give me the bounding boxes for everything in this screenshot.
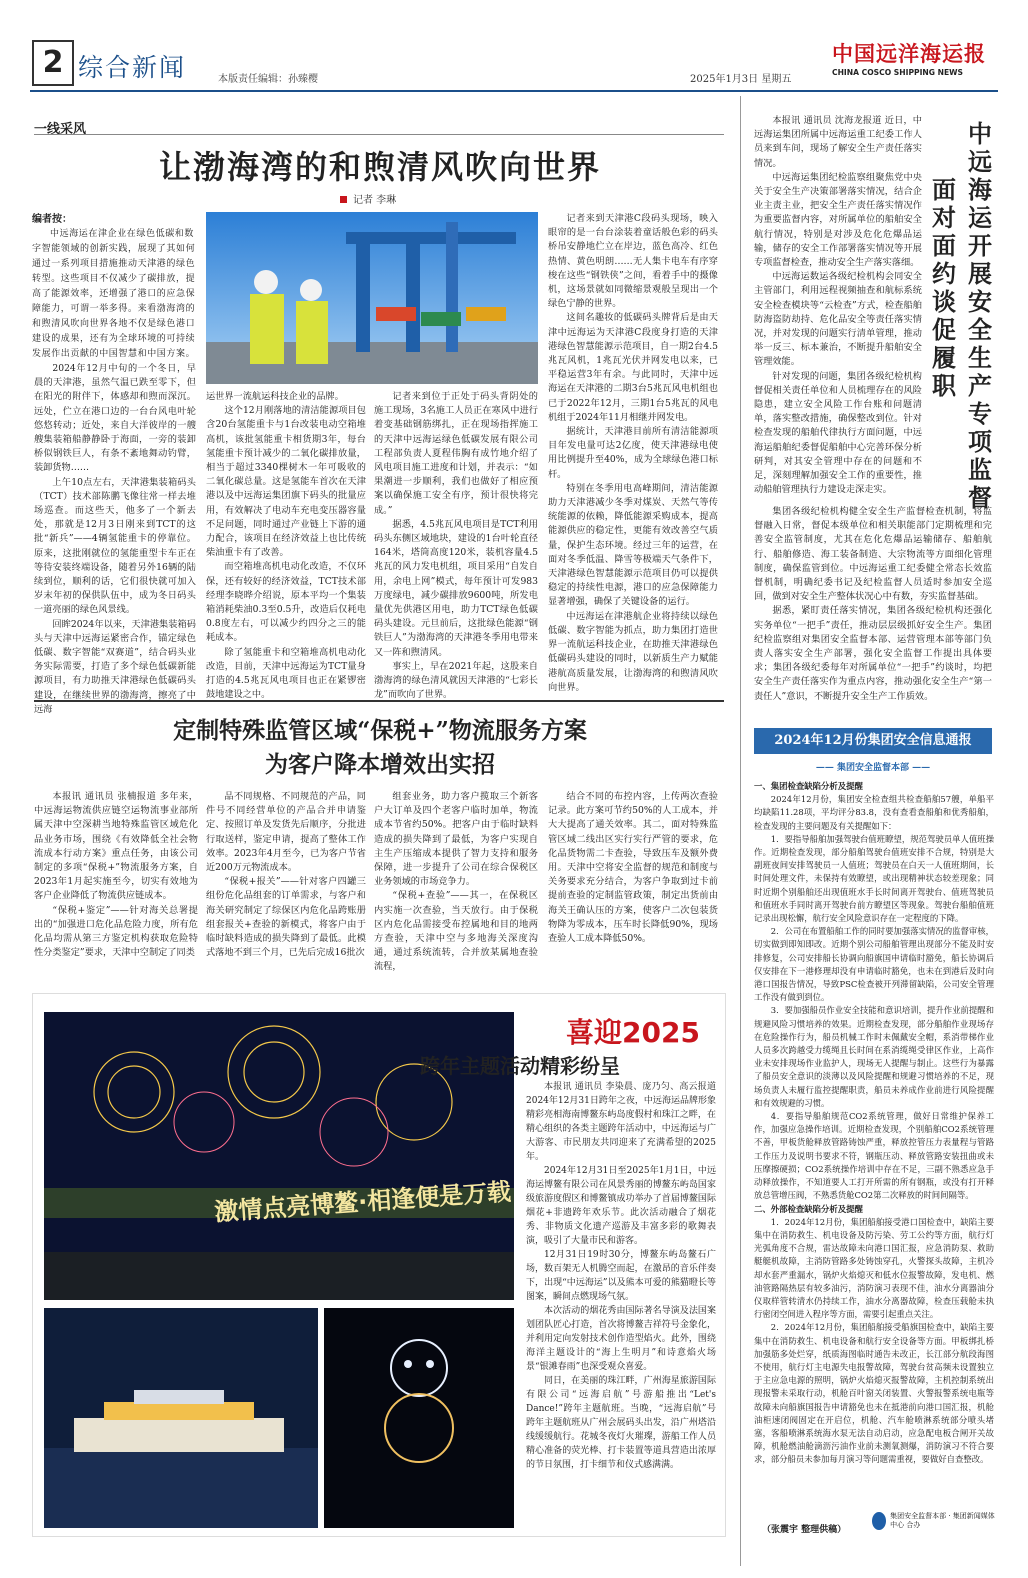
- safety-report-dept: —— 集团安全监督本部 ——: [815, 763, 931, 773]
- paragraph: 中远海运数运各级纪检机构会同安全主管部门，利用远程视频抽查和航标系统安全检查模块等“云检查”方式，检查船舶防海盗防劫持、危化品安全等责任落实情况，并对发现的问题实行清单管理，推动举一反三、标本兼治，不断提升船舶安全管理效能。: [754, 271, 922, 368]
- article1-col3: [374, 390, 538, 701]
- issue-date: 2025年1月3日 星期五: [690, 74, 792, 85]
- paragraph: 2024年12月31日至2025年1月1日，中远海运博鳌有限公司在风景秀丽的博鳌东屿岛国家级旅游度假区和博鳌镇成功举办了首届博鳌国际烟花+非遗跨年欢乐节。此次活动融合了烟花秀、非物质文化遗产巡游及丰富多彩的歌舞表演，吸引了大量市民和游客。: [526, 1166, 716, 1246]
- editor-note: [32, 212, 198, 362]
- safety-report-title: 2024年12月份集团安全信息通报: [754, 728, 992, 754]
- joint-publish-stamp: [872, 1512, 996, 1530]
- paragraph: 2024年12月份，集团安全检查组共检查船舶57艘，单船平均缺陷11.28项，平均评分83.8，没有查看查船舶和优秀船舶，检查发现的主要问题及有关提醒如下：: [754, 794, 994, 831]
- article2-headline: [60, 714, 700, 782]
- org-logo-icon: [872, 1512, 886, 1530]
- sidebar-headline: [928, 119, 998, 512]
- paragraph: 同日，在美丽的珠江畔，广州海星旅游国际有限公司“远海启航”号游船推出“Let's Dance!”跨年主题航班。当晚，“远海启航”号跨年主题航班从广州会展码头出发，沿广州塔沿线缓缓航行。花城冬夜灯火璀璨，游船工作人员精心准备的荧光棒、打卡装置等道具营造出浓厚的节日氛围，打卡细节和仪式感满满。: [526, 1376, 716, 1470]
- article1-col1: [34, 362, 196, 715]
- paragraph: 针对发现的问题，集团各级纪检机构督促相关责任单位和人员梳理存在的风险隐患，建立安全风险工作台账和问题清单，落实整改措施，确保整改到位。针对检查发现的船舶代律执行方面问题，中远海运船舶纪委督促船舶中心完善环保分析研判，对其安全管理中存在的问题和不足，深刻理解加强安全工作的重要性，推动船舶管理执行力建设走深走实。: [754, 370, 922, 496]
- report-credit: （张震宇 整理供稿）: [762, 1525, 847, 1535]
- paragraph: 据悉，4.5兆瓦风电项目是TCT利用码头东侧区域地块，建设的1台叶轮直径164米，塔筒高度120米，装机容量4.5兆瓦的风力发电机组，项目采用“自发自用，余电上网”模式，每年预计可发983万度绿电，减少碳排放9600吨，所发电量优先供港区用电，助力TCT绿色低碳码头建设。元旦前后，这批绿色能源“钢铁巨人”为渤海湾的天津港冬季用电带来又一阵和煦清风。: [374, 518, 538, 658]
- paragraph: 集团各级纪检机构健全安全生产监督检查机制，将监督融入日常，督促本级单位和相关职能部门定期梳理和完善安全监管制度，尤其在危化危爆品运输储存、船舶航行、船舶修造、海工装备制造、大宗物流等方面细化管理制度，确保监管到位。中远海运重工纪委健全常态长效监督机制，明确纪委书记及纪检监督人员适时参加安全巡回，做到对安全生产整体状况心中有数，夯实监督基础。: [754, 506, 992, 603]
- newyear-body: [526, 1080, 716, 1525]
- article1-kicker: 一线采风: [34, 122, 87, 137]
- paragraph: 这个12月刚落地的清洁能源项目包含20台氢能重卡与1台改装电动空箱堆高机，该批氢能重卡相货期3年，每台氢能重卡预计减少的二氧化碳排放量，相当于超过3340棵树木一年可吸收的二氧化碳总量。这是氢能车首次在天津港以及中远海运集团旗下码头的批量应用，有效解决了电动车充电变压器容量不足问题，同时通过产业链上下游的通力配合，该项目在经济效益上也比传统柴油重卡有了改善。: [206, 405, 366, 559]
- paragraph: 2024年12月中旬的一个冬日，早晨的天津港，虽然气温已跌至零下，但在阳光的附伴下，体感却和煦而深沉。远处，伫立在港口边的一台台风电叶轮悠悠转动；近处，来自大洋彼岸的一艘艘集装箱船静静卧于海面，一旁的装卸桥似钢铁巨人，有条不紊地舞动钓臂，装卸货物……: [34, 363, 196, 474]
- paragraph: “保税+鉴定”——针对海关总署提出的“加强进口危化品危险力度，所有危化品均需从第三方鉴定机构获取危险特性分类鉴定”要求，天津中空制定了同类: [34, 904, 198, 959]
- newyear-title: 喜迎2025: [566, 1016, 700, 1049]
- article2-col3: [374, 790, 538, 985]
- paragraph: 品不同规格、不同规范的产品，同件号不同经营单位的产品合并申请鉴定、按照订单及发货先后顺序，分批进行取送样，鉴定申请，提高了整体工作效率。2023年4月至今，已为客户节省近200万元物流成本。: [206, 791, 366, 874]
- paragraph: 这间名趣妆的低碳码头牌背后是由天津中远海运为天津港C段度身打造的天津港绿色智慧能源示范项目，自一期2台4.5兆瓦风机，1兆瓦光伏并网发电以来，已平稳运营3年有余。与此同时，天津中远海运在天津港的二期3台5兆瓦风电机组也已于2022年12月，三期1台5兆瓦的风电机组于2024年11月相继并网发电。: [548, 312, 718, 423]
- article1-headline: 让渤海湾的和煦清风吹向世界: [158, 148, 601, 186]
- logo-chinese: 中国远洋海运报: [832, 41, 986, 66]
- header-rule: [30, 90, 998, 92]
- headline-col1: 中远海运开展安全生产专项监督: [968, 119, 992, 512]
- article1-byline: [340, 191, 396, 206]
- paragraph: “保税+查验”——其一，在保税区内实施一次查验，当天放行。由于保税区内危化品需接受布控属地和目的地两方查验，天津中空与多地海关深度沟通，通过系统流转，合并放某属地查验流程，: [374, 890, 538, 973]
- article2-col1: [34, 790, 198, 985]
- paragraph: 记者来到位于正处于码头背阴处的施工现场，3名施工人员正在寒风中进行着变基础钢筋绑扎，正在现场指挥施工的天津中远海运绿色低碳发展有限公司工程部负责人夏程伟胸有成竹地介绍了风电项目施工进度和计划，并表示：“如果潮进一步顺利，我们也做好了相应预案以确保施工安全有序，预计很快将完成。”: [374, 391, 538, 516]
- paragraph: 本报讯 通讯员 李染晨、庞乃匀、高云报道 2024年12月31日跨年之夜，中远海运品牌形象精彩亮相海南博鳌东屿岛度假村和珠江之畔，在精心组织的各类主题跨年活动中，中远海运与广大游客、市民朋友共同迎来了充满希望的2025年。: [526, 1082, 716, 1162]
- paragraph: 事实上，早在2021年起，这股来自渤海湾的绿色清风就因天津港的“七彩长龙”而吹向了世界。: [374, 660, 538, 701]
- paragraph: 4．要指导船舶规范CO2系统管理，做好日常维护保养工作，加强应急操作培训。近期检查发现，个别船舶CO2系统管理不善，甲板货舱释放管路铸蚀严重，释放控管压力表量程与管路工作压力及说明书要求不符，钢瓶压动、释放管路安装扭曲或未压摩擦硬损；CO2系统操作培训中存在不足，三副不熟悉应急手动释放操作，不知道要人工打开所需的所有钢瓶，或没有打开释放总管增压阀，不熟悉货舱CO2第二次释放的时间间隔等。: [754, 1111, 994, 1201]
- paragraph: 中远海运在津港航企业将持续以绿色低碳、数字智能为抓点，助力集团打造世界一流航运科技企业，在助推天津港绿色低碳码头建设的同时，以新质生产力赋能港航高质量发展，让渤海湾的和煦清风吹向世界。: [548, 610, 718, 693]
- byline-text: 记者 李琳: [353, 195, 397, 206]
- paragraph: 回眸2024年以来，天津港集装箱码头与天津中远海运紧密合作，锚定绿色低碳、数字智能“双赛道”，结合码头业务实际需要，打造了多个绿色低碳新能源项目，有力助推天津港绿色低碳码头建设，在继续世界的渤海湾，擦亮了中远海: [34, 618, 196, 715]
- editor-note-text: 中远海运在津企业在绿色低碳和数字智能领域的创新实践，展现了其如何通过一系列项目措施推动天津港的绿色转型。这些项目不仅减少了碳排放，提高了能源效率，还增强了港口的应急保障能力，可谓一举多得。来看渤海湾的和煦清风吹向世界各地不仅是绿色港口建设的成果，还有为全球环境的可持续发展作出贡献的中国智慧和中国方案。: [32, 229, 196, 359]
- editor-note-label: 编者按：: [32, 214, 72, 225]
- article1-col2: [206, 390, 366, 701]
- paragraph: 除了氢能重卡和空箱堆高机电动化改造，目前，天津中远海运为TCT量身打造的4.5兆瓦风电项目也正在紧锣密鼓地建设之中。: [206, 646, 366, 701]
- section-heading: 二、外部检查缺陷分析及提醒: [754, 1203, 863, 1214]
- paragraph: 上午10点左右，天津港集装箱码头（TCT）技术部陈鹏飞像往常一样去堆场巡查。而这些天，他多了一个新去处，那就是12月3日刚来到TCT的这批“新兵”——4辆氢能重卡的停靠位。原来，这批刚就位的氢能重型卡车正在等待安装终端设备，随着另外16辆的陆续到位，顺利的话，它们很快就可加入岁末年初的保供队伍中，成为冬日码头一道亮丽的绿色风景线。: [34, 476, 196, 616]
- paragraph: 据统计，天津港目前所有清洁能源项目年发电量可达2亿度，使天津港绿电使用比例提升至40%，成为全球绿色港口标杆。: [548, 426, 718, 480]
- safety-report-body: [754, 780, 994, 1500]
- paragraph: 1．要指导船舶加强驾驶台值班瞭望，规范驾驶员单人值班操作。近期检查发现，部分船舶驾驶台值班安排不合规，特别是大副班夜间安排驾驶员一人值班；驾驶员在白天一人值班期间，长时间处理文件，未保持有效瞭望，或出现精神状态较差现象；同时近期个别船舶还出现值班水手长时间离开驾驶台、值班驾驶员和值班水手同时离开驾驶台前方瞭望区等现象。驾驶台船舶值班记录出现松懈，航行安全风险意识存在一定程度的下降。: [754, 833, 994, 924]
- article1-col4: [548, 212, 718, 693]
- headline-col2: 面对面约谈促履职: [932, 175, 956, 400]
- port-photo: [206, 212, 538, 384]
- paragraph: 本报讯 通讯员 张楠报道 多年来，中远海运物流供应链空运物流事业部所属天津中空深耕当地特殊监管区域危化品业务市场，围绕《有效降低全社会物流成本行动方案》重点任务，由该公司制定的多项“保税+”物流服务方案，自2023年1月起实施至今，切实有效地为客户企业降低了物流供应链成本。: [34, 791, 198, 902]
- cruise-photo: [44, 1308, 318, 1528]
- logo-english: CHINA COSCO SHIPPING NEWS: [832, 68, 964, 77]
- paragraph: 中远海运集团纪检监察组聚焦党中央关于安全生产决策部署落实情况，结合企业主责主业，把安全生产责任落实情况作为重要监督内容，对所属单位的船舶安全航行情况，特别是对涉及危化危爆品运输，储存的安全工作部署落实情况等开展专项监督检查，推动安全生产落实落细。: [754, 171, 922, 269]
- page-editor: 本版责任编辑：孙臻樱: [218, 74, 318, 85]
- fireworks-banner-text: 激情点亮博鳌·相逢便是万载: [213, 1177, 512, 1227]
- article2-col2: [206, 790, 366, 985]
- drone-show-photo: [324, 1308, 514, 1528]
- paragraph: 特别在冬季用电高峰期间，清洁能源助力天津港减少冬季对煤炭、天然气等传统能源的依赖，降低能源采购成本，提高能源供应的稳定性，更能有效改善空气质量，保护生态环境。经过三年的运营，在面对冬季低温、降雪等极端天气条件下，天津港绿色智慧能源示范项目仍可以提供稳定的持续性电源，港口的应急保障能力显著增强，确保了关键设备的运行。: [548, 482, 718, 608]
- paragraph: 组套业务，助力客户揽取三个新客户大订单及四个老客户临时加单，物流成本节省约50%。把客户由于临时缺料造成的损失降到了最低，为客户实现自主生产压缩成本提供了智力支持和服务保障，进一步提升了公司在综合保税区业务领域的市场竞争力。: [374, 791, 538, 888]
- paragraph: 1．2024年12月份，集团船舶接受港口国检查中，缺陷主要集中在消防救生、机电设备及防污染、劳工公约等方面，航行灯光弧角度不合规，雷达故障未向港口国汇报，应急消防泵、救助艇艇机故障，主消防管路多处铸蚀穿孔，火警探头故障，主机冷却水套严重漏水，锅炉火焰熄灭和低水位报警故障，发电机、燃油管路隔热层有较多油污，消防演习表现不佳，油水分离器油分仪取样管转清水仍持续工作，油水分离器故障，检查压载舱未执行密闭空间进入程序等方面，需要引起重点关注。: [754, 1216, 994, 1320]
- paragraph: 本报讯 通讯员 沈海龙报道 近日，中远海运集团所属中远海运重工纪委工作人员来到车间，现场了解安全生产责任落实情况。: [754, 115, 922, 169]
- article-divider: [34, 700, 724, 702]
- newyear-subtitle: 跨年主题活动精彩纷呈: [420, 1054, 620, 1078]
- paragraph: 3．要加强船员作业安全技能和意识培训，提升作业前提醒和规避风险习惯培养的效果。近期检查发现，部分船舶作业现场存在危险操作行为，船员机械工作时未佩戴安全帽，系消带梯作业人员多次跨越受力缆绳且长时间在系消缆绳受律区作业，上高作业未安排现场作业监护人，现场无人提醒与制止。这些行为暴露了船员安全意识的淡薄以及风险提醒和规避习惯培养的不足，现场负责人未履行监控提醒职责，船员未养成作业前进行风险提醒和有效规避的习惯。: [754, 1005, 994, 1108]
- paragraph: 运世界一流航运科技企业的品牌。: [206, 391, 344, 402]
- paragraph: 2．公司在布置船舶工作的同时要加强落实情况的监督审核，切实做到即知即改。近期个别公司船舶管理出现部分不能及时安排修复，公司安排船长协调向船旗国申请临时豁免，船长协调后仅安排在下一港修理却没有申请临时豁免，也未在到港后及时向港口国报告情况，导致PSC检查被开列滞留缺陷，公司安全管理工作没有做到到位。: [754, 926, 994, 1003]
- paragraph: 12月31日19时30分，博鳌东屿岛鳌石广场，数百架无人机腾空而起，在激昂的音乐伴奏下，出现“中远海运”以及熊本可爱的熊猫瞪长等图案，瞬间点燃现场气氛。: [526, 1250, 716, 1302]
- headline-line: 为客户降本增效出实招: [265, 751, 495, 778]
- paragraph: 本次活动的烟花秀由国际著名导演及法国案划团队匠心打造，首次将博鳌吉祥符号金象化，并利用定向发射技术创作造型焰火。此外，围绕海洋主题设计的“海上生明月”和诗意焰火场景“银滩春雨”也深受观众喜爱。: [526, 1306, 716, 1372]
- sidebar-article-continued: [754, 505, 992, 715]
- paragraph: 结合不同的布控内容，上传两次查验记录。此方案可节约50%的人工成本，并大大提高了通关效率。其二，面对特殊监管区域二线出区实行实行严管的要求，危化品货物需二卡查验，导致压车及额外费用。天津中空将安全监督的规范和制度与关务要求充分结合，为客户争取到过卡前提前查验的定制监管政策，制定出货前由海关王确认压的方案，使客户二次包装货物降为零成本，压车时长降低90%，现场查验人工成本降低50%。: [548, 791, 718, 945]
- headline-line: 定制特殊监管区域“保税+”物流服务方案: [173, 717, 587, 744]
- kicker-rule: [34, 134, 724, 135]
- paragraph: “保税+报关”——针对客户四罐三组份危化品组套的订单需求，与客户和海关研究制定了综保区内危化品跨账册组套报关+查验的新模式，将客户由于临时缺料造成的损失降到了最低。此模式落地不到三个月，已先后完成16批次: [206, 876, 366, 959]
- paragraph: 记者来到天津港C段码头现场，映入眼帘的是一台台涂装着童话般色彩的码头桥吊安静地伫立在岸边，蓝色高冷、红色热情、黄色明朗……无人集卡电车有序穿梭在这些“钢铁侠”之间，看着手中的摄像机，这场景就如同微缩景观般呈现出一个绿色宁静的世界。: [548, 213, 718, 310]
- sidebar-divider: [740, 96, 741, 1566]
- paragraph: 据悉，紧盯责任落实情况，集团各级纪检机构还强化实务单位“一把手”责任，推动层层级抓好安全生产。集团纪检监察组对集团安全监督本部、运营管理本部等部门负责人落实安全生产部署，强化安全监督工作提出具体要求；集团各级纪委每年对所属单位“一把手”约谈时，均把安全生产责任落实作为重点内容，推动强化安全生产“第一责任人”意识，不断提升安全生产工作质效。: [754, 605, 992, 702]
- masthead-logo: [832, 38, 996, 77]
- page-number: 2: [32, 40, 74, 86]
- paragraph: 2．2024年12月份，集团船舶接受船旗国检查中，缺陷主要集中在消防救生、机电设备和航行安全设备等方面。甲板绑扎桥加强筋多处烂穿，纸质海图临时通告未改正，长江部分航段海图不使用，航行灯主电源失电报警故障，驾驶台贫高频未设置独立于主应急电源的照明，锅炉火焰熄灭报警故障，主机控制系统出现报警未采取行动，机舱百叶窗关闭装置、火警报警系统电瓶等故障未向船旗国报告申请豁免也未在抵港前向港口国汇报，机舱油柜速闭阀固定在开启位，机舱、汽车舱喷淋系统部分喷头堵塞，客船喷淋系统海水泵无法自动启动，应急配电板合闸开关故障，机舱燃油舱滴沥污油作业前未测氧测爆，消防演习不符合要求，部分船员未参加每月演习等问题需重视，要做好自查整改。: [754, 1322, 994, 1465]
- paragraph: 而空箱堆高机电动化改造，不仅环保，还有较好的经济效益，TCT技术部经理李晓晔介绍说，原本平均一个集装箱消耗柴油0.3至0.5升，改造后仅耗电0.8度左右，可以减少约四分之三的能耗成本。: [206, 561, 366, 644]
- section-heading: 一、集团检查缺陷分析及提醒: [754, 781, 863, 791]
- section-title: 综合新闻: [78, 53, 187, 82]
- article2-col4: [548, 790, 718, 985]
- stamp-text: 集团安全监督本部 · 集团新闻媒体中心 合办: [890, 1512, 995, 1529]
